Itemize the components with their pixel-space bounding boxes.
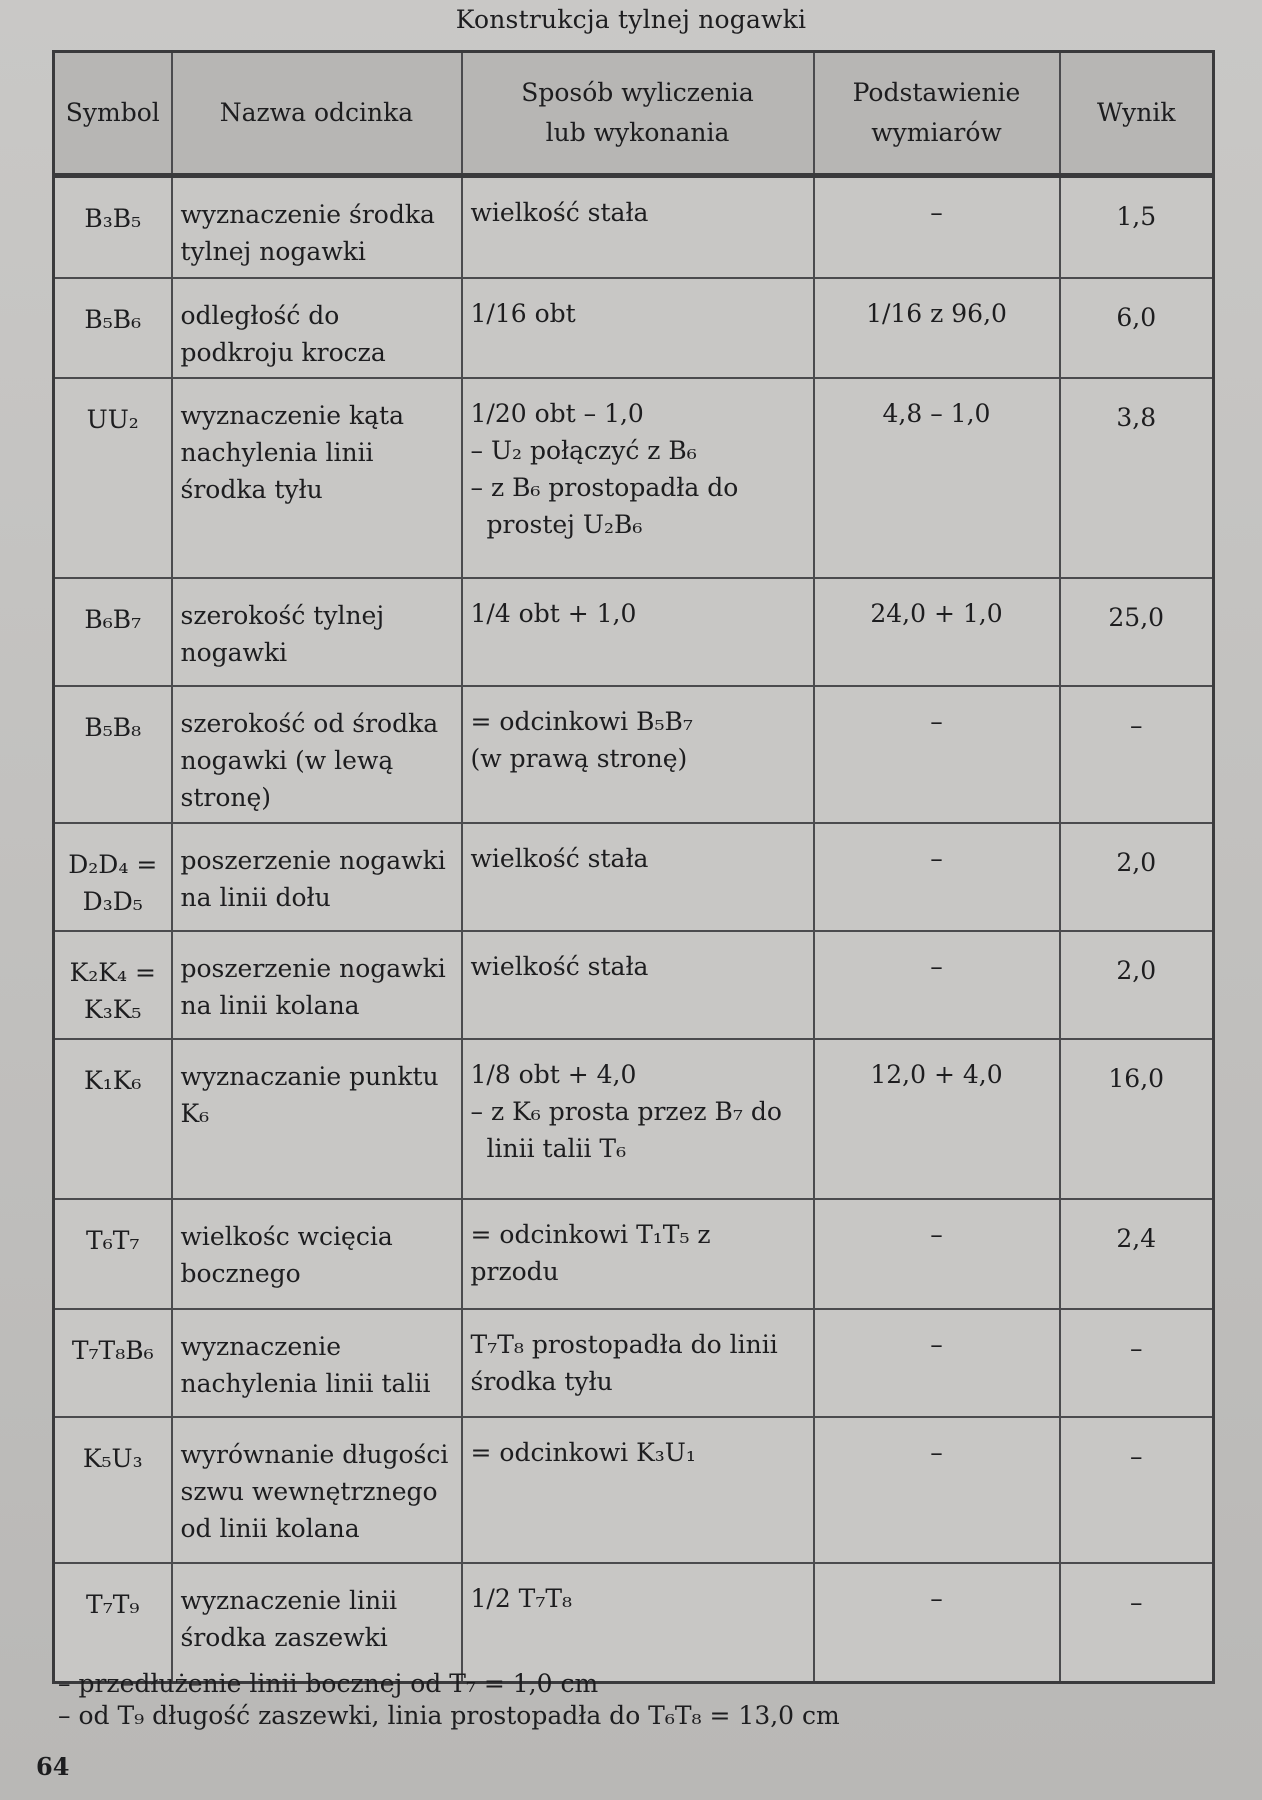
- cell-name: wyznaczanie punktu K₆: [172, 1039, 462, 1199]
- table-row: [54, 1039, 1214, 1199]
- cell-symbol: B₃B₅: [54, 176, 172, 278]
- method-line: – z K₆ prosta przez B₇ do: [470, 1096, 782, 1126]
- method-line: T₇T₈ prostopadła do linii środka tyłu: [470, 1329, 778, 1396]
- header-dims: [814, 52, 1060, 176]
- cell-name: poszerzenie nogawki na linii kolana: [172, 931, 462, 1039]
- page-number: 64: [36, 1752, 70, 1781]
- table-row: [54, 176, 1214, 278]
- cell-result: 2,4: [1060, 1199, 1214, 1309]
- cell-symbol: T₇T₉: [54, 1563, 172, 1683]
- cell-method: [462, 1309, 814, 1417]
- cell-dims: –: [814, 931, 1060, 1039]
- table-row: [54, 1199, 1214, 1309]
- cell-name: wyznaczenie linii środka zaszewki: [172, 1563, 462, 1683]
- footnote: – przedłużenie linii bocznej od T₇ = 1,0 cm: [58, 1669, 599, 1698]
- header-dims-line1: Podstawienie: [852, 78, 1021, 107]
- table-row: [54, 1563, 1214, 1683]
- cell-symbol: B₆B₇: [54, 578, 172, 686]
- cell-result: 3,8: [1060, 378, 1214, 578]
- cell-name: wyznaczenie kąta nachylenia linii środka tyłu: [172, 378, 462, 578]
- cell-symbol: D₂D₄ = D₃D₅: [54, 823, 172, 931]
- method-line: linii talii T₆: [486, 1133, 627, 1163]
- cell-dims: –: [814, 176, 1060, 278]
- cell-name: szerokość tylnej nogawki: [172, 578, 462, 686]
- cell-result: –: [1060, 686, 1214, 823]
- method-line: 1/8 obt + 4,0: [470, 1059, 637, 1089]
- cell-symbol: K₂K₄ = K₃K₅: [54, 931, 172, 1039]
- header-method-line1: Sposób wyliczenia: [521, 78, 754, 107]
- method-line: wielkość stała: [470, 951, 649, 981]
- table-row: [54, 378, 1214, 578]
- cell-symbol: UU₂: [54, 378, 172, 578]
- cell-name: wyrównanie długości szwu wewnętrznego od linii kolana: [172, 1417, 462, 1563]
- page-title: Konstrukcja tylnej nogawki: [455, 5, 807, 34]
- method-line: – z B₆ prostopadła do: [470, 472, 739, 502]
- cell-result: –: [1060, 1309, 1214, 1417]
- table-row: [54, 278, 1214, 378]
- cell-method: [462, 1417, 814, 1563]
- method-line: wielkość stała: [470, 843, 649, 873]
- construction-table: [52, 50, 1215, 1684]
- cell-method: [462, 823, 814, 931]
- header-dims-line2: wymiarów: [871, 118, 1002, 147]
- table-row: [54, 931, 1214, 1039]
- method-line: 1/2 T₇T₈: [470, 1583, 573, 1613]
- method-line: – U₂ połączyć z B₆: [470, 435, 697, 465]
- method-line: = odcinkowi K₃U₁: [470, 1437, 696, 1467]
- footnote: – od T₉ długość zaszewki, linia prostopadła do T₆T₈ = 13,0 cm: [58, 1701, 840, 1730]
- cell-method: [462, 686, 814, 823]
- method-line: = odcinkowi T₁T₅ z przodu: [470, 1219, 711, 1286]
- table-row: [54, 1417, 1214, 1563]
- cell-dims: –: [814, 686, 1060, 823]
- cell-dims: –: [814, 1417, 1060, 1563]
- cell-dims: 12,0 + 4,0: [814, 1039, 1060, 1199]
- cell-method: [462, 1199, 814, 1309]
- header-method-line2: lub wykonania: [545, 118, 730, 147]
- method-line: = odcinkowi B₅B₇: [470, 706, 693, 736]
- cell-dims: 4,8 – 1,0: [814, 378, 1060, 578]
- method-line: prostej U₂B₆: [486, 509, 643, 539]
- cell-symbol: B₅B₆: [54, 278, 172, 378]
- construction-table-wrapper: [52, 50, 1212, 1684]
- method-line: (w prawą stronę): [470, 743, 688, 773]
- table-row: [54, 686, 1214, 823]
- cell-method: [462, 378, 814, 578]
- cell-name: wielkośc wcięcia bocznego: [172, 1199, 462, 1309]
- cell-result: 25,0: [1060, 578, 1214, 686]
- table-row: [54, 1309, 1214, 1417]
- cell-method: [462, 578, 814, 686]
- cell-method: [462, 1039, 814, 1199]
- cell-method: [462, 931, 814, 1039]
- cell-dims: 1/16 z 96,0: [814, 278, 1060, 378]
- cell-name: odległość do podkroju krocza: [172, 278, 462, 378]
- cell-dims: –: [814, 823, 1060, 931]
- header-method: [462, 52, 814, 176]
- header-name: Nazwa odcinka: [172, 52, 462, 176]
- cell-result: –: [1060, 1417, 1214, 1563]
- cell-result: –: [1060, 1563, 1214, 1683]
- header-symbol: Symbol: [54, 52, 172, 176]
- cell-dims: 24,0 + 1,0: [814, 578, 1060, 686]
- cell-symbol: B₅B₈: [54, 686, 172, 823]
- cell-symbol: K₅U₃: [54, 1417, 172, 1563]
- cell-result: 2,0: [1060, 823, 1214, 931]
- table-header-row: [54, 52, 1214, 176]
- cell-dims: –: [814, 1563, 1060, 1683]
- method-line: 1/16 obt: [470, 298, 576, 328]
- cell-name: szerokość od środka nogawki (w lewą stronę): [172, 686, 462, 823]
- cell-dims: –: [814, 1309, 1060, 1417]
- cell-symbol: T₆T₇: [54, 1199, 172, 1309]
- cell-method: [462, 1563, 814, 1683]
- cell-result: 2,0: [1060, 931, 1214, 1039]
- cell-result: 1,5: [1060, 176, 1214, 278]
- cell-name: wyznaczenie środka tylnej nogawki: [172, 176, 462, 278]
- method-line: 1/4 obt + 1,0: [470, 598, 637, 628]
- cell-name: poszerzenie nogawki na linii dołu: [172, 823, 462, 931]
- cell-symbol: K₁K₆: [54, 1039, 172, 1199]
- cell-dims: –: [814, 1199, 1060, 1309]
- method-line: 1/20 obt – 1,0: [470, 398, 644, 428]
- method-line: wielkość stała: [470, 198, 649, 227]
- header-result: Wynik: [1060, 52, 1214, 176]
- cell-method: [462, 278, 814, 378]
- table-row: [54, 823, 1214, 931]
- cell-result: 16,0: [1060, 1039, 1214, 1199]
- cell-symbol: T₇T₈B₆: [54, 1309, 172, 1417]
- cell-name: wyznaczenie nachylenia linii talii: [172, 1309, 462, 1417]
- table-row: [54, 578, 1214, 686]
- cell-method: [462, 176, 814, 278]
- cell-result: 6,0: [1060, 278, 1214, 378]
- footnotes: [58, 1668, 840, 1732]
